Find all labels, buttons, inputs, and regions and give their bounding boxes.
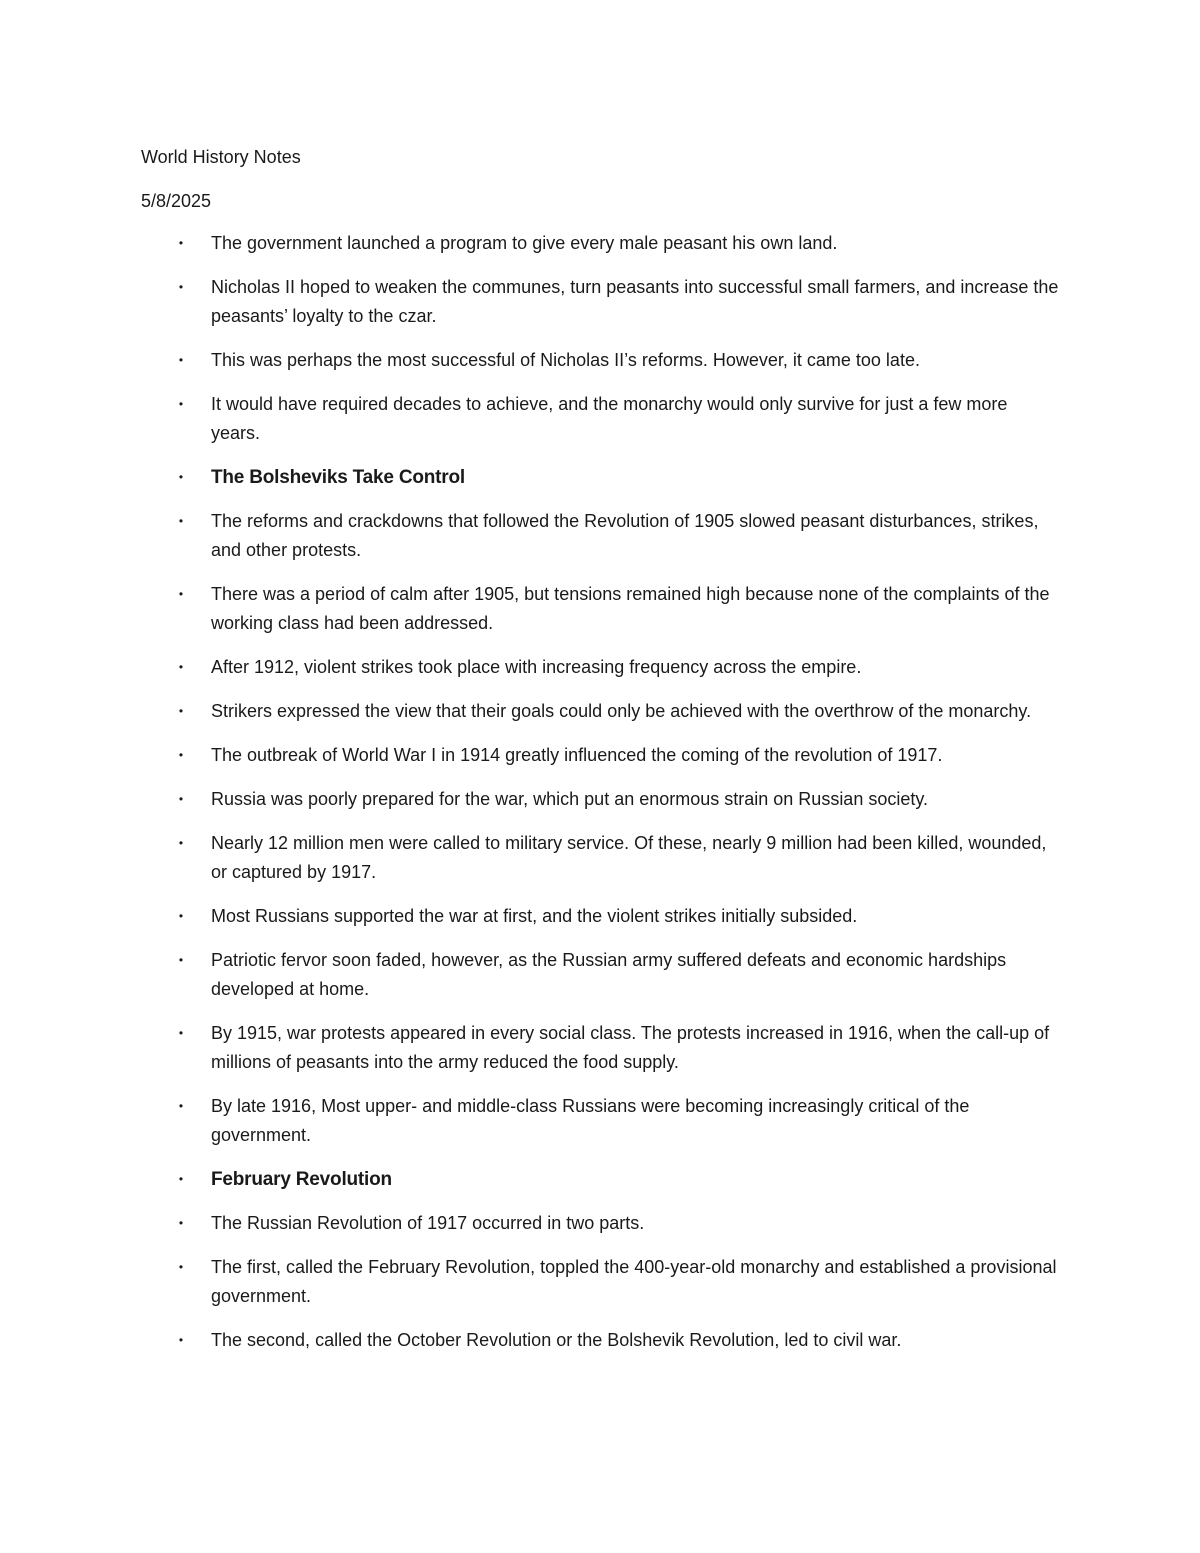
bullet-icon: • (178, 1333, 184, 1347)
document-title: World History Notes (141, 147, 301, 167)
bullet-icon: • (178, 397, 184, 411)
bullet-icon: • (178, 1099, 184, 1113)
list-item (0, 1019, 1200, 1077)
bullet-text: The outbreak of World War I in 1914 greatly influenced the coming of the revolution of 1917. (211, 745, 943, 765)
bullet-icon: • (178, 587, 184, 601)
bullet-icon: • (178, 660, 184, 674)
list-item (0, 1326, 1200, 1355)
bullet-text: The first, called the February Revolution, toppled the 400-year-old monarchy and established a provisional government. (211, 1257, 1057, 1306)
bullet-icon: • (178, 1172, 184, 1186)
bullet-icon: • (178, 792, 184, 806)
list-item (0, 390, 1200, 448)
list-item (0, 229, 1200, 258)
bullet-icon: • (178, 353, 184, 367)
list-item (0, 1092, 1200, 1150)
list-item (0, 273, 1200, 331)
bullet-icon: • (178, 280, 184, 294)
bullet-text: There was a period of calm after 1905, but tensions remained high because none of the complaints of the working class had been addressed. (211, 584, 1050, 633)
document-date: 5/8/2025 (141, 191, 212, 211)
bullet-text: By late 1916, Most upper- and middle-class Russians were becoming increasingly critical of the government. (211, 1096, 970, 1145)
bullet-icon: • (178, 470, 184, 484)
bullet-text: Patriotic fervor soon faded, however, as the Russian army suffered defeats and economic hardships developed at home. (211, 950, 1007, 999)
list-item (0, 829, 1200, 887)
bullet-text: The reforms and crackdowns that followed the Revolution of 1905 slowed peasant disturbances, strikes, and other protests. (211, 511, 1039, 560)
bullet-list (0, 229, 1200, 1370)
list-item (0, 785, 1200, 814)
list-item (0, 507, 1200, 565)
bullet-icon: • (178, 514, 184, 528)
bullet-icon: • (178, 704, 184, 718)
bullet-text: Most Russians supported the war at first, and the violent strikes initially subsided. (211, 906, 858, 926)
bullet-text: Strikers expressed the view that their goals could only be achieved with the overthrow of the monarchy. (211, 701, 1032, 721)
bullet-text: Nicholas II hoped to weaken the communes, turn peasants into successful small farmers, and increase the peasants’ loyalty to the czar. (211, 277, 1059, 326)
bullet-text: It would have required decades to achieve, and the monarchy would only survive for just a few more years. (211, 394, 1008, 443)
list-item (0, 902, 1200, 931)
bullet-text: This was perhaps the most successful of Nicholas II’s reforms. However, it came too late. (211, 350, 920, 370)
section-heading: The Bolsheviks Take Control (211, 467, 465, 488)
list-item (0, 580, 1200, 638)
section-heading-item (0, 1165, 1200, 1194)
list-item (0, 1253, 1200, 1311)
bullet-icon: • (178, 836, 184, 850)
bullet-icon: • (178, 909, 184, 923)
bullet-text: After 1912, violent strikes took place with increasing frequency across the empire. (211, 657, 862, 677)
bullet-text: The Russian Revolution of 1917 occurred in two parts. (211, 1213, 645, 1233)
list-item (0, 697, 1200, 726)
list-item (0, 653, 1200, 682)
list-item (0, 741, 1200, 770)
list-item (0, 1209, 1200, 1238)
bullet-icon: • (178, 953, 184, 967)
bullet-icon: • (178, 748, 184, 762)
bullet-text: The second, called the October Revolution or the Bolshevik Revolution, led to civil war. (211, 1330, 902, 1350)
bullet-text: Nearly 12 million men were called to military service. Of these, nearly 9 million had been killed, wounded, or captured by 1917. (211, 833, 1047, 882)
section-heading: February Revolution (211, 1169, 392, 1190)
bullet-text: Russia was poorly prepared for the war, which put an enormous strain on Russian society. (211, 789, 929, 809)
list-item (0, 946, 1200, 1004)
bullet-icon: • (178, 1260, 184, 1274)
section-heading-item (0, 463, 1200, 492)
bullet-icon: • (178, 236, 184, 250)
list-item (0, 346, 1200, 375)
bullet-text: By 1915, war protests appeared in every social class. The protests increased in 1916, when the call-up of millions of peasants into the army reduced the food supply. (211, 1023, 1050, 1072)
bullet-text: The government launched a program to give every male peasant his own land. (211, 233, 838, 253)
bullet-icon: • (178, 1026, 184, 1040)
bullet-icon: • (178, 1216, 184, 1230)
